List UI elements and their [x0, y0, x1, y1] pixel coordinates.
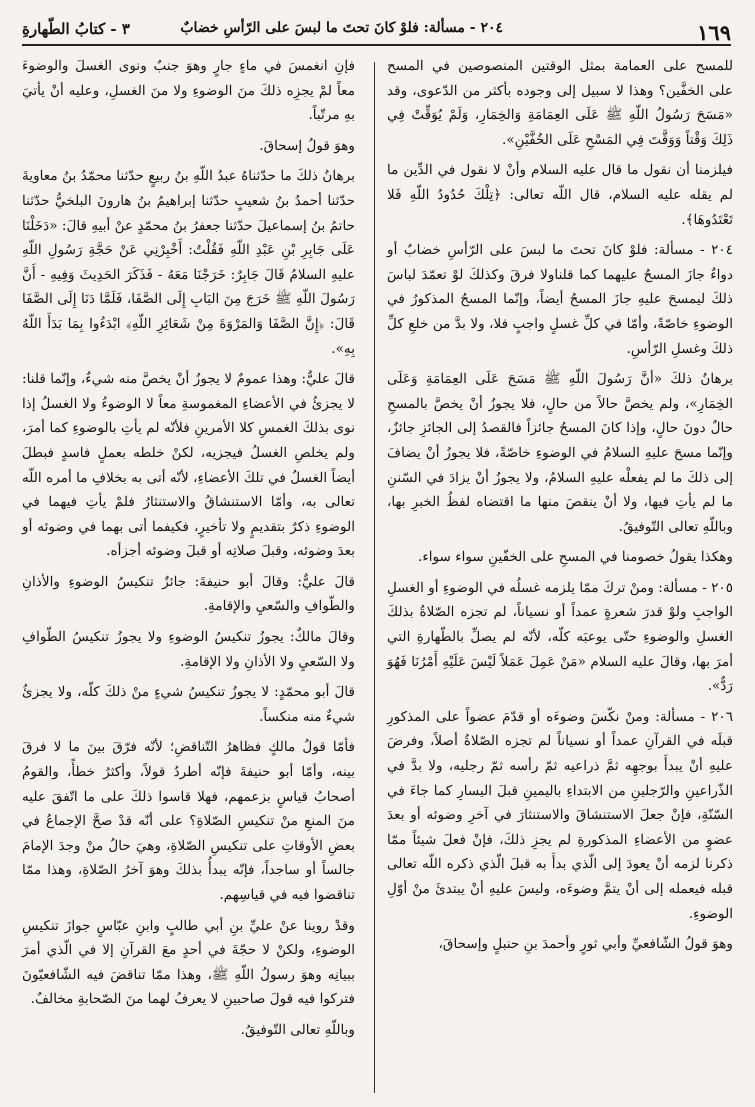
left-column [22, 54, 355, 1043]
page-number: ١٦٩ [697, 20, 731, 45]
page-header [20, 14, 733, 54]
issue-206: ٢٠٦ - مسألة: ومنْ نكّسَ وضوءَه أو قدّمَ عضواً على المذكورِ قبلَه في القرآنِ عمداً أو نسياناً لم تجزه الصّلاةُ أصلاً، وفرضَ عليهِ أنْ يبدأَ بوجهِه ثمَّ ذراعيه ثمّ رأسه ثمّ رجليه، ولا بدَّ في الذّراعينِ والرّجلينِ من الابتداءِ باليمينِ قبلَ اليسارِ كما جاءَ في السّنّةِ، فإنْ جعلَ الاستنشاقَ والاستنثارَ في آخرِ وضوئه أو بعدَ عضوٍ من الأعضاءِ المذكورةِ لم يجزِ ذلكَ، فإنْ فعلَ شيئاً ممّا ذكرنا لزمه أنْ يعودَ إلى الّذي بدأَ به قبلَ الّذي ذكره اللّه تعالى قبله فيعمله إلى أنْ يتمَّ وضوءَه، وليسَ عليهِ أنْ يبتدئَ منْ أوّلِ الوضوءِ. [387, 708, 733, 922]
paragraph: قالَ عليٌّ: وقالَ أبو حنيفةَ: جائزٌ تنكيسُ الوضوءِ والأذانِ والطّوافِ والسّعيِ والإقامةِ. [22, 573, 355, 615]
book-title: ٣ - كتابُ الطّهارةِ [22, 20, 130, 38]
issue-204: ٢٠٤ - مسألة: فلوْ كانَ تحتَ ما لبسَ على الرّأسِ خضابٌ أو دواءٌ جازَ المسحُ عليهما كما قلناولا فرقَ وكذلكَ لوْ تعمّدَ لباسَ ذلكَ ليمسحَ عليهِ جازَ المسحُ أيضاً، وإنّما المسحُ المذكورُ في الوضوءِ خاصّةً، وأمّا في كلِّ غسلٍ واجبٍ فلا، ولا بدَّ من خلعِ كلِّ ذلكَ وغسلِ الرّأسِ. [387, 242, 733, 357]
paragraph: برهانُ ذلكَ «أنَّ رَسُولَ اللّهِ ﷺ مَسَحَ عَلَى العِمَامَةِ وَعَلَى الخِمَارِ»، ولم يخصَّ حالاً من حالٍ، فلا يجوزُ أنْ يخصَّ بالمسحِ حالٌ دونَ حالٍ، وإذا كانَ المسحُ جائزاً فالقصدُ إلى الجائزِ جائزٌ، وإنّما مسحَ عليهِ السلامُ في الوضوءِ خاصّةً، فلا يجوزُ أنْ يضافَ إلى ذلكَ ما لم يفعلْه عليهِ السلامُ، ولا يجوزُ أنْ يزادَ في السّننِ ما لم يأتِ فيها، ولا أنْ ينقصَ منها ما اقتضاه لفظُ الخبرِ بها، وباللّهِ تعالى التّوفيقُ. [387, 371, 733, 535]
paragraph: قالَ عليٌّ: وهذا عمومٌ لا يجوزُ أنْ يخصَّ منه شيءٌ، وإنّما قلنا: لا يجزئُ في الأعضاءِ المغموسةِ معاً لا الوضوءُ ولا الغسلُ إذا نوى بذلكَ الغمسِ كلا الأمرينِ فلأنّه لم يأتِ بالوضوءِ كما أمرَ، ولم يخلصِ الغسلُ فيجزيه، لكنْ خلطه بعملٍ فاسدٍ فبطلَ أيضاً الغسلُ في تلكَ الأعضاءِ، لأنّه أتى به بخلافِ ما أمره اللّه تعالى به، وأمّا الاستنشاقُ والاستنثارُ فلمْ يأتِ فيهما في الوضوءِ ذكرٌ بتقديمٍ ولا تأخيرٍ، فكيفما أتى بهما في وضوئه أو بعدَ وضوئه، وقبلَ صلاتِه أو قبلَ وضوئه أجزأه. [22, 371, 355, 560]
right-column [387, 54, 733, 957]
paragraph: فإنِ انغمسَ في ماءٍ جارٍ وهوَ جنبٌ ونوى الغسلَ والوضوءَ معاً لمْ يجزِه ذلكَ منَ الوضوءِ ولا منَ الغسلِ، وعليه أنْ يأتيَ بهِ مرتّباً. [22, 58, 355, 124]
paragraph: وقدْ روينا عنْ عليِّ بنِ أبي طالبٍ وابنِ عبّاسٍ جوازَ تنكيسِ الوضوءِ، ولكنْ لا حجّةَ في أحدٍ معَ القرآنِ إلا في الّذي أمرَ ببيانِه وهوَ رسولُ اللّهِ ﷺ، وهذا ممّا تناقضَ فيه الشّافعيّونَ فتركوا فيه قولَ صاحبينِ لا يعرفُ لهما منَ الصّحابةِ مخالفٌ. [22, 917, 355, 1008]
header-rule [22, 44, 731, 46]
paragraph: وقالَ مالكٌ: يجوزُ تنكيسُ الوضوءِ ولا يجوزُ تنكيسُ الطّوافِ ولا السّعيِ ولا الأذانِ ولا الإقامةِ. [22, 629, 355, 670]
paragraph: وباللّهِ تعالى التّوفيقُ. [240, 1021, 355, 1038]
column-divider [374, 62, 375, 1093]
paragraph: وهكذا يقولُ خصومنا في المسحِ على الخفّينِ سواء سواء. [418, 549, 733, 566]
paragraph: وهوَ قولُ إسحاقَ. [259, 137, 355, 154]
issue-205: ٢٠٥ - مسألة: ومنْ تركَ ممّا يلزمه غسلُه في الوضوءِ أو الغسلِ الواجبِ ولوْ قدرَ شعرةٍ عمداً أو نسياناً، لم تجزه الصّلاةُ بذلكَ الغسلِ والوضوءِ حتّى يوعبَه كلّه، لأنّه لم يصلِّ بالطّهارةِ التي أمرَ بها، وقالَ عليه السلام «مَنْ عَمِلَ عَمَلاً لَيْسَ عَلَيْهِ أَمْرُنَا فَهُوَ رَدٌّ». [387, 579, 733, 695]
paragraph: برهانُ ذلكَ ما حدّثناهُ عبدُ اللّهِ بنُ ربيعٍ حدّثنا محمّدُ بنُ معاويةَ حدّثنا أحمدُ بنُ شعيبٍ حدّثنا إبراهيمُ بنُ هارونَ البلخيُّ حدّثنا حاتمُ بنُ إسماعيلَ حدّثنا جعفرُ بنُ محمّدٍ عنْ أبيهِ قالَ: «دَخَلْنَا عَلَى جَابِرِ بْنِ عَبْدِ اللّهِ فَقُلْتُ: أَخْبِرْنِي عَنْ حَجَّةِ رَسُولِ اللّهِ عليهِ السلامُ قَالَ جَابِرٌ: خَرَجْنَا مَعَهُ - فَذَكَرَ الحَدِيثَ وَفِيهِ - أَنَّ رَسُولَ اللّهِ ﷺ خَرَجَ مِنَ البَابِ إِلَى الصَّفَا، فَلَمَّا دَنَا إِلَى الصَّفَا قَالَ: ﴿إِنَّ الصَّفَا وَالمَرْوَةَ مِنْ شَعَائِرِ اللّهِ﴾ ابْدَءُوا بِمَا بَدَأَ اللّهُ بِهِ». [22, 168, 355, 357]
paragraph: قالَ أبو محمّدٍ: لا يجوزُ تنكيسُ شيءٍ منْ ذلكَ كلّه، ولا يجزئُ شيءٌ منه منكساً. [22, 684, 355, 725]
running-title: ٢٠٤ - مسألة: فلوْ كانَ تحتَ ما لبسَ على الرّأسِ خضابٌ [180, 20, 503, 36]
paragraph: وهوَ قولُ الشّافعيِّ وأبي ثورٍ وأحمدَ بنِ حنبلٍ وإسحاقَ، [438, 936, 733, 953]
paragraph: فيلزمنا أن نقول ما قال عليه السلام وأنْ لا نقول في الدِّين ما لم يقله عليه السلام، قال اللّه تعالى: ﴿تِلْكَ حُدُودُ اللّهِ فَلا تَعْتَدُوهَا﴾. [387, 162, 733, 228]
paragraph: فأمّا قولُ مالكٍ فظاهرُ التّناقضِ؛ لأنّه فرّقَ بينَ ما لا فرقَ بينه، وأمّا أبو حنيفةَ فإنّه أطردُ قولاً، وأكثرُ خطأً، والقومُ أصحابُ قياسٍ بزعمهم، فهلا قاسوا ذلكَ على ما اتّفقَ عليه منَ المنعِ منْ تنكيسِ الصّلاةِ؟ على أنّه قدْ صحَّ الإجماعُ في بعضِ الأوقاتِ على تنكيسِ الصّلاةِ، وهيَ حالُ منْ وجدَ الإمامَ جالساً أو ساجداً، فإنّه يبدأُ بذلكَ وهوَ آخرُ الصّلاةِ، وهذا ممّا تناقضوا فيه في قياسِهم. [22, 739, 355, 903]
paragraph: للمسح على العمامة بمثل الوقتين المنصوصين في المسح على الخفَّين؟ وهذا لا سبيل إلى وجوده بأكثر من الدّعوى، وقد «مَسَحَ رَسُولُ اللّهِ ﷺ عَلَى العِمَامَةِ وَالخِمَارِ، وَلَمْ يُوَقِّتْ فِي ذَلِكَ وَقْتاً وَوَقَّتَ فِي المَسْحِ عَلَى الخُفَّيْنِ». [387, 58, 733, 148]
